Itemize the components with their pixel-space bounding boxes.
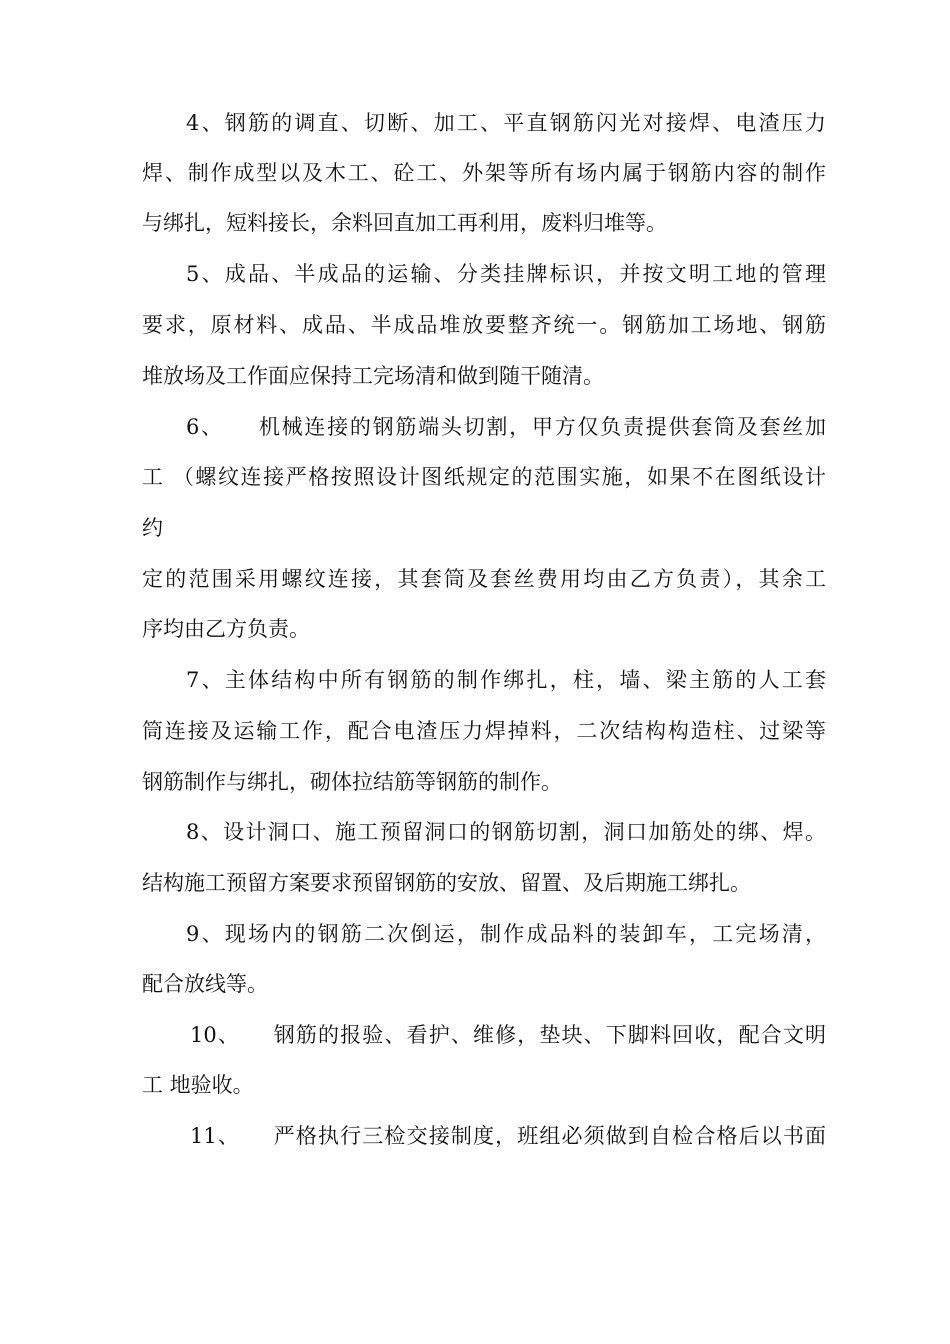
text-line: 筒连接及运输工作，配合电渣压力焊掉料，二次结构构造柱、过梁等	[142, 719, 826, 743]
text-line: 配合放线等。	[142, 972, 268, 996]
text-line: 工 地验收。	[142, 1073, 254, 1097]
text-line: 10、 钢筋的报验、看护、维修，垫块、下脚料回收，配合文明	[190, 1023, 826, 1047]
text-line: 5、成品、半成品的运输、分类挂牌标识，并按文明工地的管理	[186, 262, 826, 286]
text-line: 与绑扎，短料接长，余料回直加工再利用，废料归堆等。	[142, 211, 667, 235]
text-line: 定的范围采用螺纹连接，其套筒及套丝费用均由乙方负责），其余工	[142, 567, 826, 591]
text-line: 序均由乙方负责。	[142, 617, 310, 641]
text-line: 结构施工预留方案要求预留钢筋的安放、留置、及后期施工绑扎。	[142, 871, 751, 895]
text-line: 堆放场及工作面应保持工完场清和做到随干随清。	[142, 364, 604, 388]
text-line: 9、现场内的钢筋二次倒运，制作成品料的装卸车，工完场清，	[186, 922, 826, 946]
text-line: 7、主体结构中所有钢筋的制作绑扎，柱，墙、梁主筋的人工套	[186, 668, 826, 692]
text-line: 要求，原材料、成品、半成品堆放要整齐统一。钢筋加工场地、钢筋	[142, 313, 826, 337]
text-line: 6、 机械连接的钢筋端头切割，甲方仅负责提供套筒及套丝加	[186, 415, 826, 439]
text-line: 约	[142, 516, 163, 540]
text-line: 钢筋制作与绑扎，砌体拉结筋等钢筋的制作。	[142, 770, 562, 794]
text-line: 工 （螺纹连接严格按照设计图纸规定的范围实施，如果不在图纸设计	[142, 465, 826, 489]
text-line: 焊、制作成型以及木工、砼工、外架等所有场内属于钢筋内容的制作	[142, 161, 826, 185]
text-line: 4、钢筋的调直、切断、加工、平直钢筋闪光对接焊、电渣压力	[186, 111, 826, 135]
text-line: 8、设计洞口、施工预留洞口的钢筋切割，洞口加筋处的绑、焊。	[186, 820, 826, 844]
text-line: 11、 严格执行三检交接制度，班组必须做到自检合格后以书面	[190, 1124, 826, 1148]
